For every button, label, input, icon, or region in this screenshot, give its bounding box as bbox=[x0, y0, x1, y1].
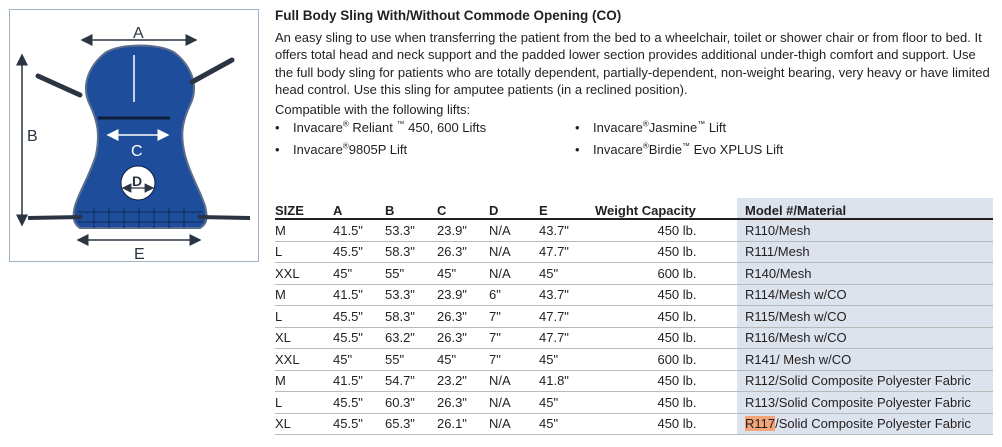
table-cell: N/A bbox=[489, 219, 539, 241]
table-cell: N/A bbox=[489, 392, 539, 414]
table-cell: 41.8" bbox=[539, 370, 595, 392]
table-cell: 23.9" bbox=[437, 219, 489, 241]
label-e: E bbox=[134, 246, 145, 263]
table-cell: 450 lb. bbox=[595, 392, 737, 414]
table-cell: M bbox=[275, 370, 333, 392]
table-cell: N/A bbox=[489, 370, 539, 392]
product-description: An easy sling to use when transferring the patient from the bed to a wheelchair, toilet or shower chair or from floor to bed. It offers total head and neck support and the padded lower section provides additional under-thigh comfort and support. Use the full body sling for patients who are totally dependent, partially-dependent, non-weight bearing, very heavy or have limited head control. Use this sling for amputee patients (in a reclined position). bbox=[275, 30, 990, 98]
header-b: B bbox=[385, 198, 437, 219]
table-cell: 450 lb. bbox=[595, 413, 737, 435]
table-cell: N/A bbox=[489, 413, 539, 435]
table-row bbox=[275, 284, 993, 306]
table-cell: 63.2" bbox=[385, 327, 437, 349]
table-cell: 45" bbox=[333, 349, 385, 371]
table-cell: R114/Mesh w/CO bbox=[737, 284, 993, 306]
table-row bbox=[275, 413, 993, 435]
table-row bbox=[275, 349, 993, 371]
table-row bbox=[275, 327, 993, 349]
header-e: E bbox=[539, 198, 595, 219]
table-row bbox=[275, 306, 993, 328]
table-cell: 65.3" bbox=[385, 413, 437, 435]
label-c: C bbox=[131, 143, 143, 160]
table-cell: 58.3" bbox=[385, 306, 437, 328]
size-table bbox=[275, 198, 993, 435]
table-cell: R110/Mesh bbox=[737, 219, 993, 241]
table-cell: 26.3" bbox=[437, 392, 489, 414]
table-cell: 58.3" bbox=[385, 241, 437, 263]
table-cell: 45" bbox=[333, 263, 385, 285]
table-cell: 45" bbox=[437, 349, 489, 371]
right-strap bbox=[192, 60, 232, 82]
table-row bbox=[275, 370, 993, 392]
table-row bbox=[275, 392, 993, 414]
table-cell: 45.5" bbox=[333, 413, 385, 435]
table-cell: 450 lb. bbox=[595, 370, 737, 392]
table-cell: 41.5" bbox=[333, 284, 385, 306]
table-cell: 26.1" bbox=[437, 413, 489, 435]
header-a: A bbox=[333, 198, 385, 219]
table-cell: 53.3" bbox=[385, 284, 437, 306]
table-cell: M bbox=[275, 219, 333, 241]
table-cell: N/A bbox=[489, 241, 539, 263]
label-d: D bbox=[132, 173, 143, 189]
sling-illustration bbox=[10, 10, 260, 263]
table-cell: 45.5" bbox=[333, 241, 385, 263]
table-cell: 26.3" bbox=[437, 241, 489, 263]
header-d: D bbox=[489, 198, 539, 219]
table-cell: 45" bbox=[539, 413, 595, 435]
table-cell: 45.5" bbox=[333, 327, 385, 349]
table-row bbox=[275, 241, 993, 263]
table-cell: 47.7" bbox=[539, 241, 595, 263]
table-cell: XXL bbox=[275, 263, 333, 285]
bottom-strap-right bbox=[198, 217, 250, 218]
table-cell: R113/Solid Composite Polyester Fabric bbox=[737, 392, 993, 414]
table-row bbox=[275, 219, 993, 241]
table-cell: L bbox=[275, 392, 333, 414]
highlighted-model-number: R117 bbox=[745, 416, 776, 432]
table-cell: 45" bbox=[539, 349, 595, 371]
table-cell: R141/ Mesh w/CO bbox=[737, 349, 993, 371]
header-c: C bbox=[437, 198, 489, 219]
table-cell: XL bbox=[275, 327, 333, 349]
table-cell: R115/Mesh w/CO bbox=[737, 306, 993, 328]
table-cell: 60.3" bbox=[385, 392, 437, 414]
table-cell: XXL bbox=[275, 349, 333, 371]
label-b: B bbox=[27, 128, 38, 145]
table-cell bbox=[737, 413, 993, 435]
table-header-row bbox=[275, 198, 993, 219]
table-cell: 600 lb. bbox=[595, 349, 737, 371]
table-cell: 7" bbox=[489, 327, 539, 349]
bullet-icon: • bbox=[275, 119, 280, 135]
table-cell: R116/Mesh w/CO bbox=[737, 327, 993, 349]
table-cell: M bbox=[275, 284, 333, 306]
compatible-heading: Compatible with the following lifts: bbox=[275, 101, 471, 117]
table-cell: 41.5" bbox=[333, 370, 385, 392]
table-cell: 41.5" bbox=[333, 219, 385, 241]
product-title: Full Body Sling With/Without Commode Opening (CO) bbox=[275, 8, 622, 23]
table-cell: 45.5" bbox=[333, 306, 385, 328]
table-cell: 450 lb. bbox=[595, 219, 737, 241]
table-cell: 7" bbox=[489, 349, 539, 371]
table-cell: 23.2" bbox=[437, 370, 489, 392]
lift-list: • Invacare® Reliant ™ 450, 600 Lifts • Invacare®Jasmine™ Lift • Invacare®9805P Lift • Invacare®Birdie™ Evo XPLUS Lift bbox=[275, 119, 784, 157]
bullet-icon: • bbox=[575, 141, 580, 157]
table-cell: 26.3" bbox=[437, 306, 489, 328]
header-weight-capacity: Weight Capacity bbox=[595, 198, 737, 219]
table-cell: 47.7" bbox=[539, 327, 595, 349]
table-cell: 23.9" bbox=[437, 284, 489, 306]
sling-body bbox=[74, 46, 207, 229]
table-cell: 7" bbox=[489, 306, 539, 328]
table-cell: L bbox=[275, 306, 333, 328]
table-cell: R112/Solid Composite Polyester Fabric bbox=[737, 370, 993, 392]
table-cell: 43.7" bbox=[539, 219, 595, 241]
table-cell: 450 lb. bbox=[595, 306, 737, 328]
table-cell: 43.7" bbox=[539, 284, 595, 306]
bullet-icon: • bbox=[575, 119, 580, 135]
table-cell: 45" bbox=[539, 392, 595, 414]
table-cell: 450 lb. bbox=[595, 241, 737, 263]
table-cell: XL bbox=[275, 413, 333, 435]
left-strap bbox=[38, 76, 80, 95]
table-cell: N/A bbox=[489, 263, 539, 285]
table-cell: 450 lb. bbox=[595, 327, 737, 349]
table-cell: 55" bbox=[385, 263, 437, 285]
bottom-strap-left bbox=[28, 217, 82, 218]
table-cell: 55" bbox=[385, 349, 437, 371]
table-cell: R111/Mesh bbox=[737, 241, 993, 263]
product-info bbox=[275, 8, 995, 167]
table-cell: 47.7" bbox=[539, 306, 595, 328]
table-row bbox=[275, 263, 993, 285]
table-cell: 6" bbox=[489, 284, 539, 306]
table-cell: 45" bbox=[437, 263, 489, 285]
table-cell: 54.7" bbox=[385, 370, 437, 392]
table-cell: 450 lb. bbox=[595, 284, 737, 306]
sling-diagram bbox=[9, 9, 259, 262]
label-a: A bbox=[133, 25, 144, 42]
table-cell: 45.5" bbox=[333, 392, 385, 414]
table-cell: L bbox=[275, 241, 333, 263]
header-model: Model #/Material bbox=[737, 198, 993, 219]
table-cell: 26.3" bbox=[437, 327, 489, 349]
table-cell: 45" bbox=[539, 263, 595, 285]
table-cell: 600 lb. bbox=[595, 263, 737, 285]
table-cell: R140/Mesh bbox=[737, 263, 993, 285]
header-size: SIZE bbox=[275, 198, 333, 219]
bullet-icon: • bbox=[275, 141, 280, 157]
table-cell: 53.3" bbox=[385, 219, 437, 241]
model-material: /Solid Composite Polyester Fabric bbox=[775, 416, 971, 432]
